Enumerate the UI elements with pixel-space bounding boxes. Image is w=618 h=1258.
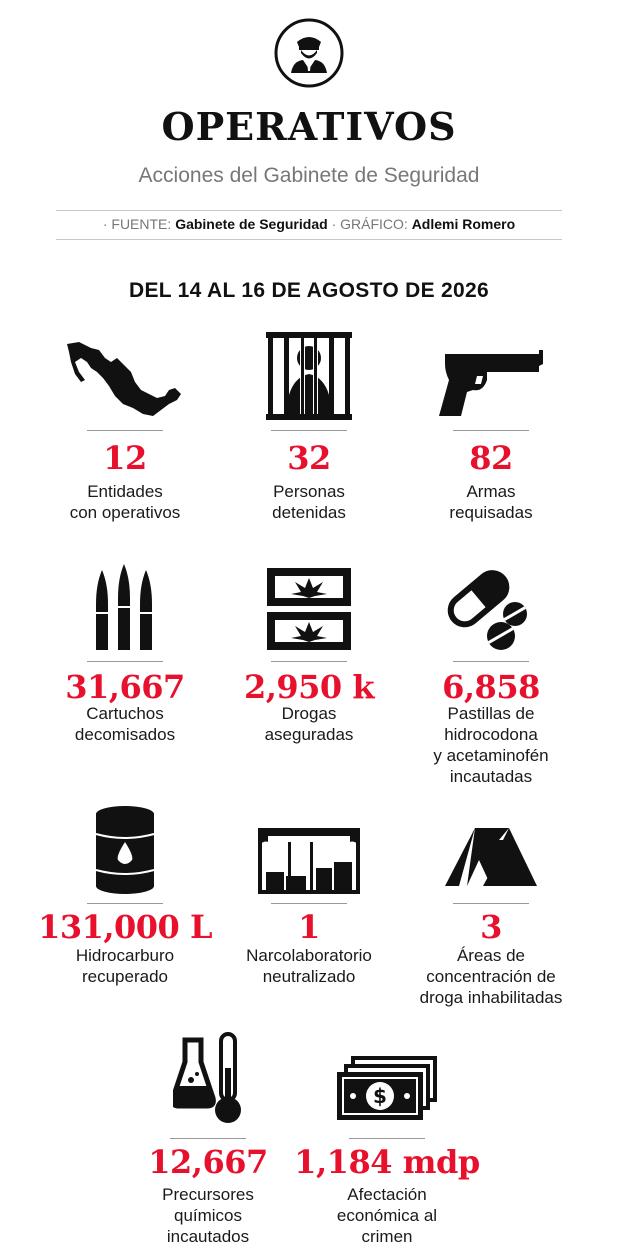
warehouse-icon bbox=[258, 828, 360, 899]
tent-icon bbox=[445, 826, 537, 895]
stat-value: 1 bbox=[298, 908, 320, 946]
stat-value: 31,667 bbox=[65, 668, 185, 706]
separator bbox=[453, 903, 529, 904]
stat-label: Personas detenidas bbox=[272, 482, 346, 522]
stat-label: Hidrocarburo recuperado bbox=[75, 946, 175, 986]
separator bbox=[271, 661, 347, 662]
oil-barrel-icon bbox=[94, 804, 156, 901]
source-value: Gabinete de Seguridad bbox=[175, 216, 328, 232]
graphic-value: Adlemi Romero bbox=[411, 216, 516, 232]
mexico-map-icon bbox=[65, 338, 185, 425]
bullets-icon bbox=[92, 564, 158, 659]
source-label: · FUENTE: bbox=[102, 216, 172, 232]
stat-value: 12,667 bbox=[148, 1143, 268, 1181]
stat-label: Afectación económica al crimen bbox=[336, 1185, 438, 1246]
divider bbox=[56, 239, 562, 240]
stat-value: 32 bbox=[287, 439, 331, 477]
separator bbox=[453, 430, 529, 431]
pistol-icon bbox=[435, 350, 547, 425]
stat-value: 3 bbox=[480, 908, 502, 946]
svg-text:$: $ bbox=[373, 1084, 387, 1108]
stat-value: 12 bbox=[103, 439, 147, 477]
stat-value: 6,858 bbox=[442, 668, 540, 706]
date-range: DEL 14 AL 16 DE AGOSTO DE 2026 bbox=[129, 279, 489, 302]
stat-value: 2,950 k bbox=[243, 668, 374, 706]
officer-icon bbox=[273, 17, 345, 89]
lab-flask-icon bbox=[173, 1030, 243, 1131]
marijuana-packages-icon bbox=[265, 566, 353, 657]
stat-label: Narcolaboratorio neutralizado bbox=[246, 946, 372, 986]
stat-label: Entidades con operativos bbox=[69, 482, 181, 522]
page-subtitle: Acciones del Gabinete de Seguridad bbox=[138, 164, 480, 187]
page-title: OPERATIVOS bbox=[161, 104, 457, 149]
divider bbox=[56, 210, 562, 211]
separator bbox=[170, 1138, 246, 1139]
stat-label: Precursores químicos incautados bbox=[162, 1185, 254, 1246]
separator bbox=[349, 1138, 425, 1139]
graphic-label: · GRÁFICO: bbox=[331, 216, 408, 232]
pills-icon bbox=[443, 566, 539, 657]
stat-value: 82 bbox=[469, 439, 513, 477]
stat-value: 1,184 mdp bbox=[294, 1143, 480, 1181]
separator bbox=[271, 430, 347, 431]
stat-label: Pastillas de hidrocodona y acetaminofén incautadas bbox=[433, 704, 549, 786]
stat-label: Armas requisadas bbox=[449, 482, 533, 522]
separator bbox=[87, 903, 163, 904]
stat-label: Cartuchos decomisados bbox=[74, 704, 176, 744]
separator bbox=[271, 903, 347, 904]
separator bbox=[87, 661, 163, 662]
stat-label: Áreas de concentración de droga inhabilitadas bbox=[419, 946, 563, 1007]
stat-label: Drogas aseguradas bbox=[264, 704, 354, 744]
credits bbox=[0, 216, 618, 232]
prisoner-icon bbox=[266, 332, 352, 427]
separator bbox=[87, 430, 163, 431]
separator bbox=[453, 661, 529, 662]
money-stack-icon bbox=[337, 1056, 437, 1125]
stat-value: 131,000 L bbox=[38, 908, 212, 946]
